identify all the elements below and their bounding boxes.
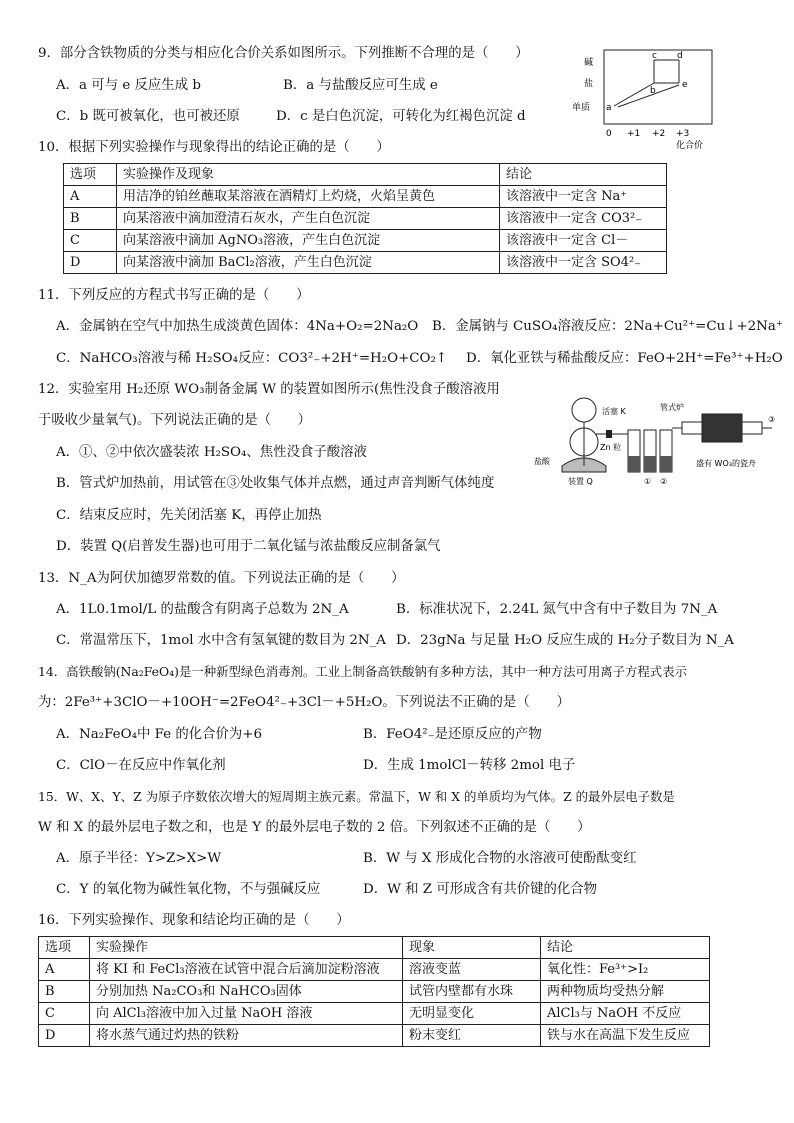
table-cell: C [64,230,117,252]
q15-stem-line1: 15．W、X、Y、Z 为原子序数依次增大的短周期主族元素。常温下，W 和 X 的单质均为气体。Z 的最外层电子数是 [38,789,675,804]
table-cell: 铁与水在高温下发生反应 [541,1025,710,1047]
table-header-cell: 选项 [39,937,90,959]
y-label-salt: 盐 [584,79,594,89]
table-cell: 溶液变蓝 [403,959,541,981]
table-cell: D [39,1025,90,1047]
q15-option-d: D．W 和 Z 可形成含有共价键的化合物 [363,882,598,897]
q15-option-b: B．W 与 X 形成化合物的水溶液可使酚酞变红 [363,851,637,866]
q12-option-b: B．管式炉加热前，用试管在③处收集气体并点燃，通过声音判断气体纯度 [56,476,495,491]
point-c: c [652,51,657,61]
table-header-cell: 结论 [500,164,667,186]
table-cell: 两种物质均受热分解 [541,981,710,1003]
table-cell: 粉末变红 [403,1025,541,1047]
table-cell: B [39,981,90,1003]
x-tick-2: +2 [652,129,666,139]
q12-option-c: C．结束反应时，先关闭活塞 K，再停止加热 [56,508,322,523]
point-b: b [650,86,656,96]
q11-option-b: B．金属钠与 CuSO₄溶液反应：2Na+Cu²⁺=Cu↓+2Na⁺ [432,319,783,334]
label-outlet-3: ③ [768,415,776,424]
table-row [39,1025,710,1047]
label-bottle-1: ① [644,477,652,486]
table-cell: A [64,186,117,208]
q15-option-c: C．Y 的氧化物为碱性氧化物，不与强碱反应 [56,882,321,897]
diagram-frame [604,50,712,124]
table-header-cell: 结论 [541,937,710,959]
q13-stem: 13．N_A为阿伏加德罗常数的值。下列说法正确的是（ ） [38,571,405,586]
q16-stem: 16．下列实验操作、现象和结论均正确的是（ ） [38,913,350,928]
table-cell: 用洁净的铂丝蘸取某溶液在酒精灯上灼烧，火焰呈黄色 [117,186,500,208]
link-a-b [614,83,654,106]
table-cell: C [39,1003,90,1025]
q12-stem-line1: 12．实验室用 H₂还原 WO₃制备金属 W 的装置如图所示(焦性没食子酸溶液用 [38,382,500,397]
label-zinc: Zn 粒 [600,443,622,452]
table-cell: 该溶液中一定含 Cl－ [500,230,667,252]
q9-option-c: C．b 既可被氧化，也可被还原 [56,109,240,124]
label-stopcock: 活塞 K [602,407,626,416]
table-cell: A [39,959,90,981]
table-row [39,959,710,981]
bottle-1-liquid [628,456,640,472]
table-row [39,981,710,1003]
table-cell: 将 KI 和 FeCl₃溶液在试管中混合后滴加淀粉溶液 [90,959,403,981]
table-cell: 无明显变化 [403,1003,541,1025]
table-header-row [64,164,667,186]
q14-stem-line1: 14．高铁酸钠(Na₂FeO₄)是一种新型绿色消毒剂。工业上制备高铁酸钠有多种方法，其中一种方法可用离子方程式表示 [38,664,687,679]
iron-valence-diagram [566,44,726,152]
table-header-cell: 实验操作 [90,937,403,959]
q12-option-a: A．①、②中依次盛装浓 H₂SO₄、焦性没食子酸溶液 [56,445,367,460]
point-a: a [606,103,612,113]
x-axis-label: 化合价 [676,141,704,151]
table-cell: AlCl₃与 NaOH 不反应 [541,1003,710,1025]
q14-option-b: B．FeO4²₋是还原反应的产物 [363,727,542,742]
q10-table [63,163,667,274]
x-tick-0: 0 [606,129,612,139]
link-a-e [618,85,679,107]
label-wo3-boat: 盛有 WO₃的瓷舟 [696,459,756,468]
h2-reduction-apparatus [532,388,780,488]
table-cell: 向 AlCl₃溶液中加入过量 NaOH 溶液 [90,1003,403,1025]
table-cell: 试管内壁都有水珠 [403,981,541,1003]
q13-option-b: B．标准状况下，2.24L 氮气中含有中子数目为 7N_A [396,602,718,617]
q14-option-c: C．ClO－在反应中作氧化剂 [56,758,226,773]
label-hcl: 盐酸 [534,457,550,466]
table-cell: 分别加热 Na₂CO₃和 NaHCO₃固体 [90,981,403,1003]
y-label-base: 碱 [584,58,594,68]
table-cell: 氧化性：Fe³⁺>I₂ [541,959,710,981]
q13-option-c: C．常温常压下，1mol 水中含有氢氧键的数目为 2N_A [56,633,386,648]
table-cell: 将水蒸气通过灼热的铁粉 [90,1025,403,1047]
label-bottle-2: ② [660,477,668,486]
table-row [39,1003,710,1025]
q15-option-a: A．原子半径：Y>Z>X>W [56,851,222,866]
table-cell: 向某溶液中滴加 BaCl₂溶液，产生白色沉淀 [117,252,500,274]
table-row [64,252,667,274]
bottle-3-liquid [660,456,672,472]
label-furnace: 管式炉 [660,403,684,412]
q11-option-d: D．氧化亚铁与稀盐酸反应：FeO+2H⁺=Fe³⁺+H₂O [466,351,783,366]
table-cell: 该溶液中一定含 CO3²₋ [500,208,667,230]
table-row [64,186,667,208]
table-header-cell: 实验操作及现象 [117,164,500,186]
point-e: e [682,80,688,90]
q14-option-a: A．Na₂FeO₄中 Fe 的化合价为+6 [56,727,263,742]
table-cell: 向某溶液中滴加澄清石灰水，产生白色沉淀 [117,208,500,230]
q14-option-d: D．生成 1molCl－转移 2mol 电子 [363,758,576,773]
q15-stem-line2: W 和 X 的最外层电子数之和，也是 Y 的最外层电子数的 2 倍。下列叙述不正确的是（ ） [38,820,591,835]
table-cell: 该溶液中一定含 SO4²₋ [500,252,667,274]
stopcock-k [606,430,612,438]
point-d: d [677,51,683,61]
label-apparatus-q: 装置 Q [568,477,593,486]
table-row [64,208,667,230]
q12-option-d: D．装置 Q(启普发生器)也可用于二氧化锰与浓盐酸反应制备氯气 [56,539,441,554]
x-tick-1: +1 [627,129,641,139]
q12-stem-line2: 于吸收少量氧气)。下列说法正确的是（ ） [38,413,312,428]
q16-table [38,936,710,1047]
q9-option-d: D．c 是白色沉淀，可转化为红褐色沉淀 d [276,109,526,124]
table-header-cell: 选项 [64,164,117,186]
table-row [64,230,667,252]
q13-option-d: D．23gNa 与足量 H₂O 反应生成的 H₂分子数目为 N_A [396,633,734,648]
q9-stem: 9．部分含铁物质的分类与相应化合价关系如图所示。下列推断不合理的是（ ） [38,46,529,61]
tube-furnace [702,414,742,442]
q10-stem: 10．根据下列实验操作与现象得出的结论正确的是（ ） [38,140,390,155]
bottle-2-liquid [644,456,656,472]
table-cell: 向某溶液中滴加 AgNO₃溶液，产生白色沉淀 [117,230,500,252]
q9-option-b: B．a 与盐酸反应可生成 e [283,78,438,93]
q9-option-a: A．a 可与 e 反应生成 b [56,78,201,93]
y-label-element: 单质 [572,103,591,113]
table-cell: B [64,208,117,230]
q11-option-a: A．金属钠在空气中加热生成淡黄色固体：4Na+O₂=2Na₂O [56,319,419,334]
q11-stem: 11．下列反应的方程式书写正确的是（ ） [38,288,310,303]
table-cell: 该溶液中一定含 Na⁺ [500,186,667,208]
table-cell: D [64,252,117,274]
table-header-row [39,937,710,959]
q13-option-a: A．1L0.1mol/L 的盐酸含有阴离子总数为 2N_A [56,602,349,617]
q11-option-c: C．NaHCO₃溶液与稀 H₂SO₄反应：CO3²₋+2H⁺=H₂O+CO₂↑ [56,351,448,366]
table-header-cell: 现象 [403,937,541,959]
q14-stem-line2: 为：2Fe³⁺+3ClO－+10OH⁻=2FeO4²₋+3Cl－+5H₂O。下列说法不正确的是（ ） [38,695,570,710]
kipp-top-bulb [572,398,596,422]
x-tick-3: +3 [676,129,690,139]
